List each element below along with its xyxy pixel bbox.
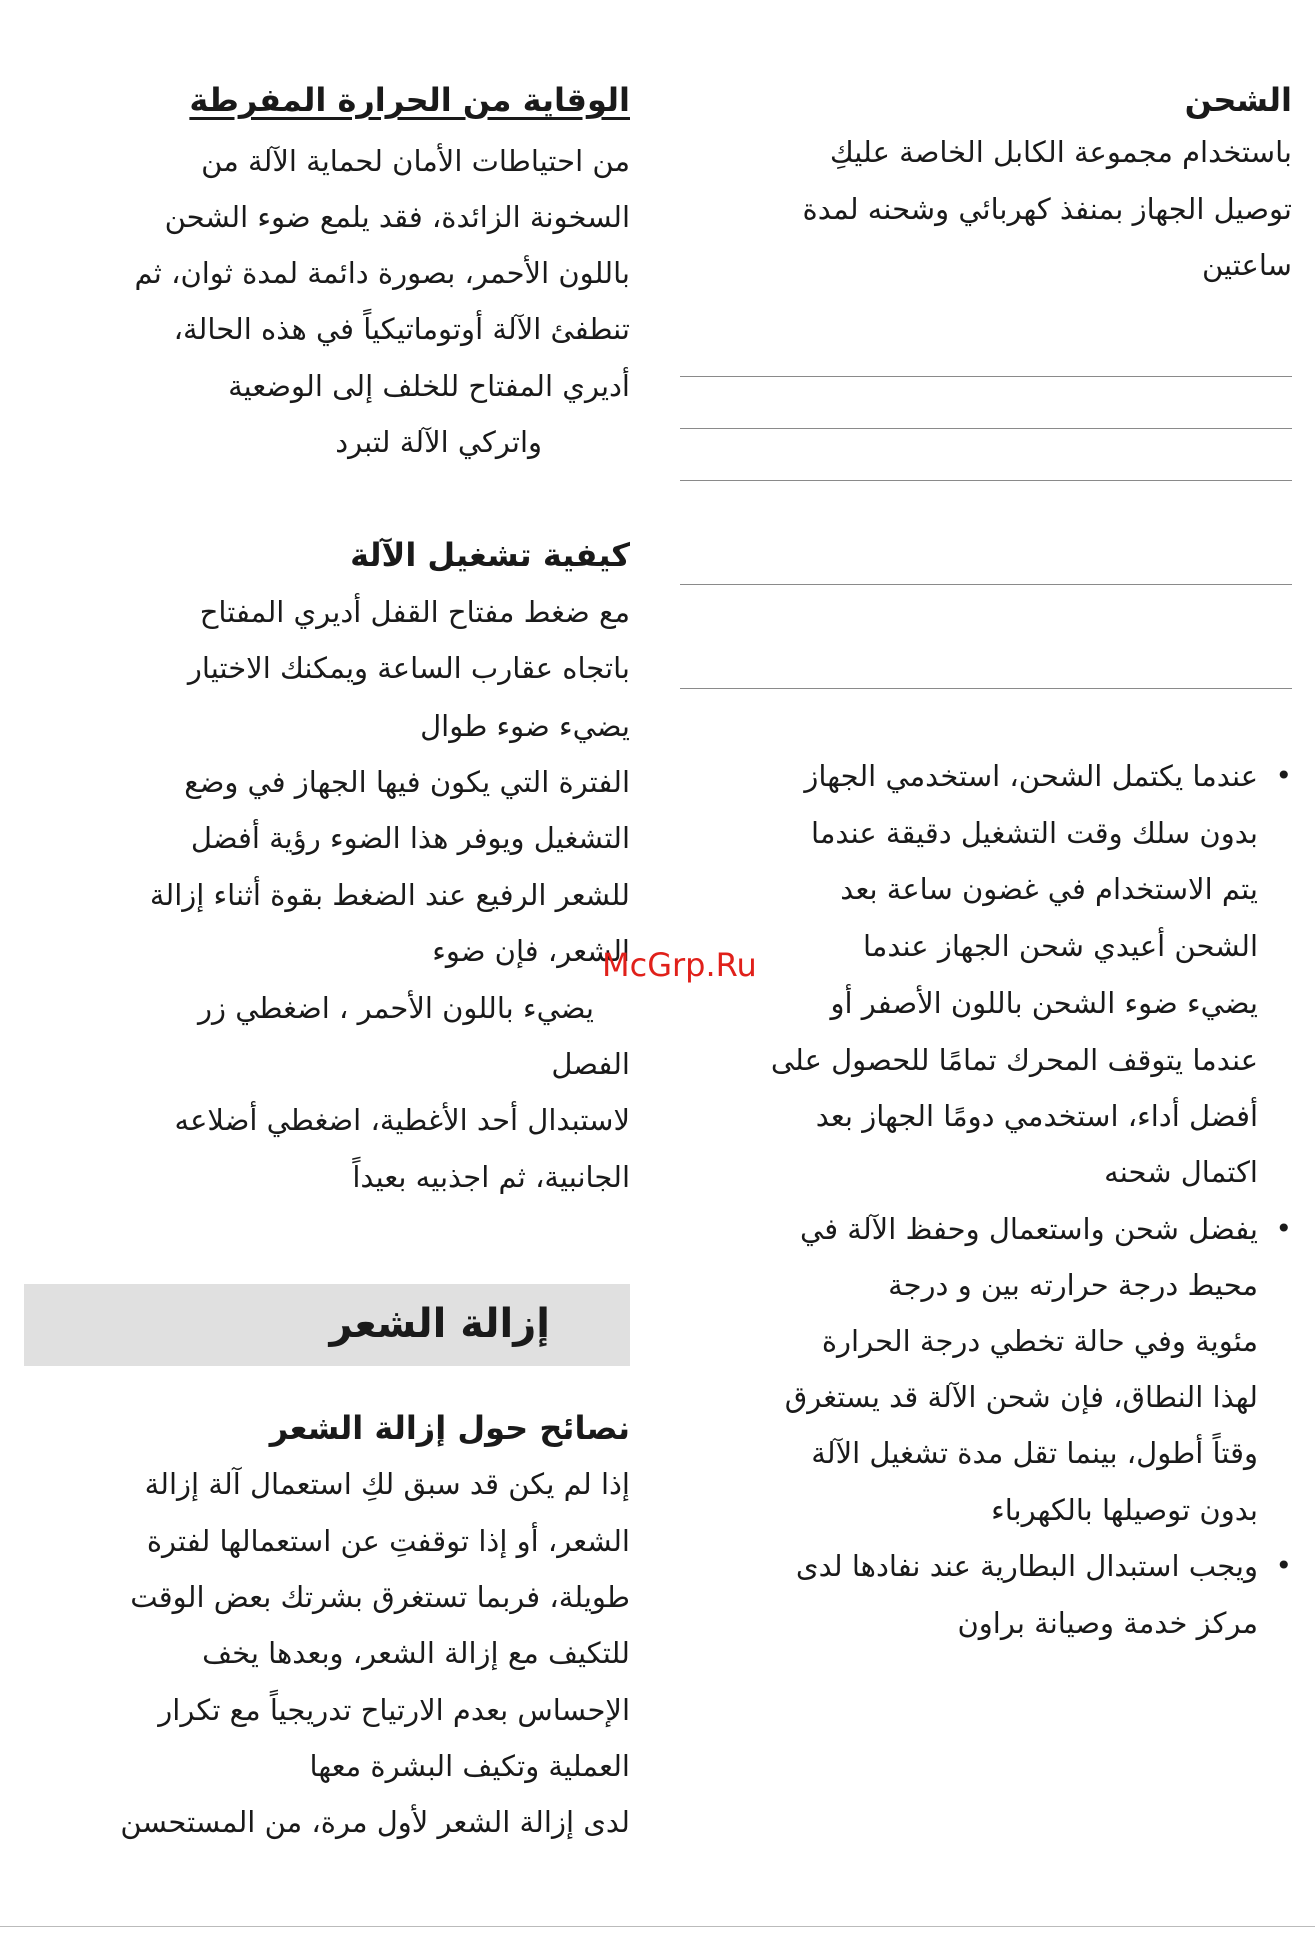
operation-text-line: يضيء ضوء طوال xyxy=(420,709,630,743)
bullet-text-line: أفضل أداء، استخدمي دومًا الجهاز بعد xyxy=(815,1099,1258,1133)
bullet-marker: • xyxy=(1275,759,1292,792)
section-banner xyxy=(24,1284,630,1366)
operation-text-line: للشعر الرفيع عند الضغط بقوة أثناء إزالة xyxy=(149,878,630,912)
charging-column xyxy=(660,0,1292,1700)
bullet-text-line: محيط درجة حرارته بين و درجة xyxy=(888,1268,1258,1302)
bullet-text-line: مركز خدمة وصيانة براون xyxy=(957,1606,1258,1640)
charging-text-line: ساعتين xyxy=(1201,248,1292,282)
bullet-text-line: عندما يتوقف المحرك تمامًا للحصول على xyxy=(770,1043,1258,1077)
bullet-text-line: مئوية وفي حالة تخطي درجة الحرارة xyxy=(821,1324,1258,1358)
operation-text-line: الفصل xyxy=(551,1047,630,1081)
operation-column xyxy=(24,0,630,1900)
overheat-heading: الوقاية من الحرارة المفرطة xyxy=(189,81,630,119)
operation-text-line: لاستبدال أحد الأغطية، اضغطي أضلاعه xyxy=(174,1103,630,1137)
charging-heading: الشحن xyxy=(1184,81,1292,119)
charging-text-line: باستخدام مجموعة الكابل الخاصة عليكِ xyxy=(829,135,1292,169)
overheat-text-line: من احتياطات الأمان لحماية الآلة من xyxy=(201,144,630,178)
blank-rule xyxy=(680,688,1292,689)
bullet-text-line: يفضل شحن واستعمال وحفظ الآلة في xyxy=(800,1212,1258,1246)
bullet-marker: • xyxy=(1275,1549,1292,1582)
tips-heading: نصائح حول إزالة الشعر xyxy=(269,1409,630,1447)
tips-text-line: العملية وتكيف البشرة معها xyxy=(309,1749,630,1783)
bullet-text-line: عندما يكتمل الشحن، استخدمي الجهاز xyxy=(804,759,1258,793)
bullet-marker: • xyxy=(1275,1212,1292,1245)
tips-text-line: للتكيف مع إزالة الشعر، وبعدها يخف xyxy=(202,1636,630,1670)
overheat-text-line: واتركي الآلة لتبرد xyxy=(335,425,542,459)
blank-rule xyxy=(680,480,1292,481)
operation-text-line: الجانبية، ثم اجذبيه بعيداً xyxy=(352,1160,630,1194)
charging-text-line: توصيل الجهاز بمنفذ كهربائي وشحنه لمدة xyxy=(802,192,1292,226)
operation-text-line: مع ضغط مفتاح القفل أديري المفتاح xyxy=(199,595,630,629)
blank-rule xyxy=(680,584,1292,585)
operation-text-line: التشغيل ويوفر هذا الضوء رؤية أفضل xyxy=(190,821,630,855)
tips-text-line: طويلة، فربما تستغرق بشرتك بعض الوقت xyxy=(130,1580,630,1614)
bullet-text-line: يتم الاستخدام في غضون ساعة بعد xyxy=(840,872,1258,906)
bullet-text-line: ويجب استبدال البطارية عند نفادها لدى xyxy=(795,1549,1258,1583)
watermark: McGrp.Ru xyxy=(602,946,757,984)
bullet-text-line: وقتاً أطول، بينما تقل مدة تشغيل الآلة xyxy=(811,1436,1258,1470)
section-banner-title: إزالة الشعر xyxy=(329,1301,550,1347)
bullet-text-line: بدون سلك وقت التشغيل دقيقة عندما xyxy=(811,816,1258,850)
operation-heading: كيفية تشغيل الآلة xyxy=(350,536,630,574)
tips-text-line: الإحساس بعدم الارتياح تدريجياً مع تكرار xyxy=(158,1693,630,1727)
bullet-text-line: لهذا النطاق، فإن شحن الآلة قد يستغرق xyxy=(784,1380,1258,1414)
bullet-text-line: يضيء ضوء الشحن باللون الأصفر أو xyxy=(830,986,1258,1020)
operation-text-line: يضيء باللون الأحمر ، اضغطي زر xyxy=(197,991,594,1025)
tips-text-line: الشعر، أو إذا توقفتِ عن استعمالها لفترة xyxy=(146,1524,630,1558)
bullet-text-line: اكتمال شحنه xyxy=(1104,1155,1258,1189)
operation-text-line: الشعر، فإن ضوء xyxy=(432,934,630,968)
tips-text-line: إذا لم يكن قد سبق لكِ استعمال آلة إزالة xyxy=(144,1467,630,1501)
operation-text-line: الفترة التي يكون فيها الجهاز في وضع xyxy=(184,765,630,799)
overheat-text-line: باللون الأحمر، بصورة دائمة لمدة ثوان، ثم xyxy=(134,256,630,290)
overheat-text-line: السخونة الزائدة، فقد يلمع ضوء الشحن xyxy=(164,200,630,234)
blank-rule xyxy=(680,376,1292,377)
blank-rule xyxy=(680,428,1292,429)
tips-text-line: لدى إزالة الشعر لأول مرة، من المستحسن xyxy=(120,1805,630,1839)
operation-text-line: باتجاه عقارب الساعة ويمكنك الاختيار xyxy=(187,651,630,685)
bullet-text-line: الشحن أعيدي شحن الجهاز عندما xyxy=(862,929,1258,963)
overheat-text-line: تنطفئ الآلة أوتوماتيكياً في هذه الحالة، xyxy=(173,312,630,346)
bullet-text-line: بدون توصيلها بالكهرباء xyxy=(991,1493,1258,1527)
overheat-text-line: أديري المفتاح للخلف إلى الوضعية xyxy=(228,369,630,403)
page-bottom-rule xyxy=(0,1926,1315,1927)
